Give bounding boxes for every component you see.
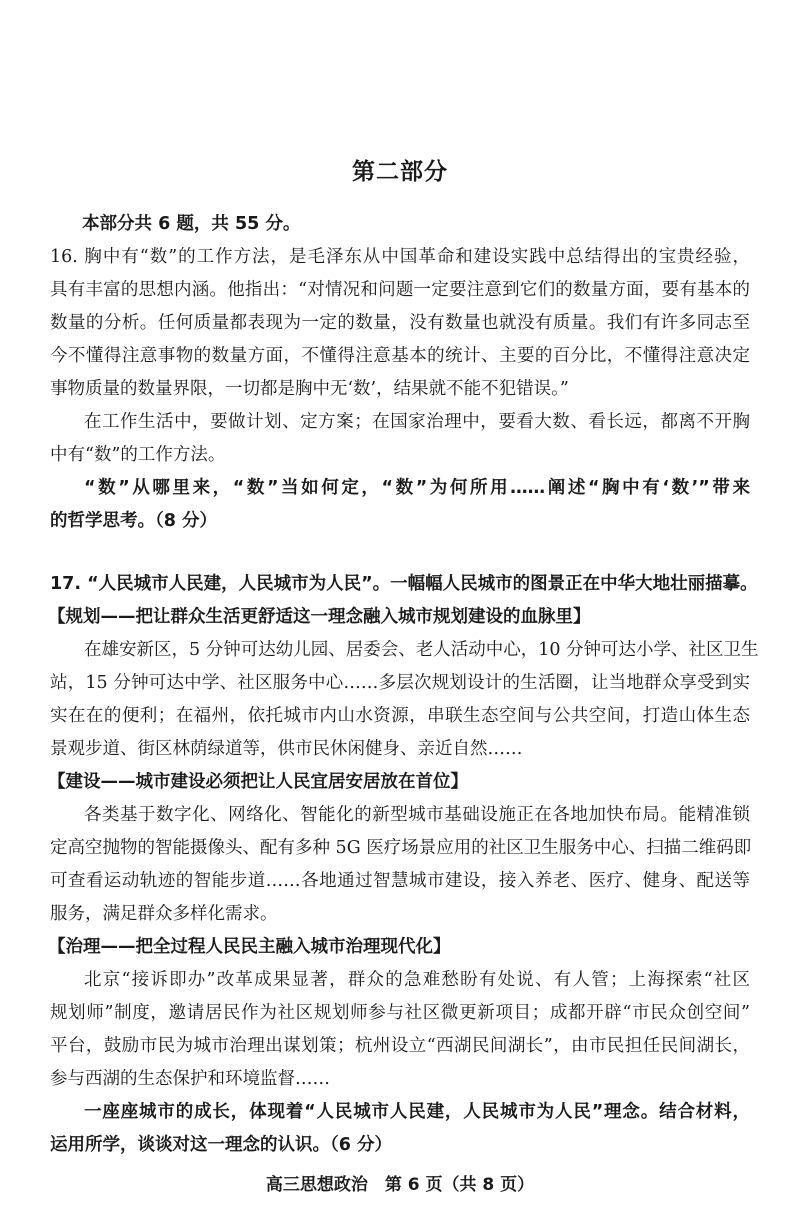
page-footer: 高三思想政治 第 6 页（共 8 页）: [265, 1175, 535, 1195]
q17-construction-line: 定高空抛物的智能摄像头、配有多种 5G 医疗场景应用的社区卫生服务中心、扫描二维码即: [50, 838, 752, 858]
q17-construction-heading: 【建设——城市建设必须把让人民宜居安居放在首位】: [48, 772, 468, 792]
q16-line: 事物质量的数量界限，一切都是胸中无‘数’，结果就不能不犯错误。”: [50, 379, 569, 399]
q17-task: 一座座城市的成长，体现着“人民城市人民建，人民城市为人民”理念。结合材料，: [84, 1102, 750, 1122]
q16-line: 具有丰富的思想内涵。他指出：“对情况和问题一定要注意到它们的数量方面，要有基本的: [50, 280, 750, 300]
q17-stem: 17. “人民城市人民建，人民城市为人民”。一幅幅人民城市的图景正在中华大地壮丽描摹。: [50, 574, 758, 594]
q16-task: 的哲学思考。（8 分）: [50, 511, 218, 531]
q17-construction-line: 可查看运动轨迹的智能步道……各地通过智慧城市建设，接入养老、医疗、健身、配送等: [50, 871, 750, 891]
q17-governance-line: 规划师”制度，邀请居民作为社区规划师参与社区微更新项目；成都开辟“市民众创空间”: [50, 1003, 750, 1023]
q16-paragraph: 在工作生活中，要做计划、定方案；在国家治理中，要看大数、看长远，都离不开胸: [84, 412, 750, 432]
q16-task: “数”从哪里来，“数”当如何定，“数”为何所用……阐述“胸中有‘数’”带来: [84, 478, 750, 498]
q16-line: 16. 胸中有“数”的工作方法，是毛泽东从中国革命和建设实践中总结得出的宝贵经验，: [50, 247, 750, 267]
q16-line: 数量的分析。任何质量都表现为一定的数量，没有数量也就没有质量。我们有许多同志至: [50, 313, 750, 333]
q16-line: 今不懂得注意事物的数量方面，不懂得注意基本的统计、主要的百分比，不懂得注意决定: [50, 346, 750, 366]
q17-governance-line: 平台，鼓励市民为城市治理出谋划策；杭州设立“西湖民间湖长”，由市民担任民间湖长，: [50, 1036, 750, 1056]
q16-paragraph: 中有“数”的工作方法。: [50, 445, 226, 465]
q17-governance-line: 参与西湖的生态保护和环境监督……: [50, 1069, 330, 1089]
part-intro: 本部分共 6 题，共 55 分。: [82, 214, 301, 234]
q17-governance-line: 北京“接诉即办”改革成果显著，群众的急难愁盼有处说、有人管；上海探索“社区: [84, 970, 750, 990]
q17-planning-line: 景观步道、街区林荫绿道等，供市民休闲健身、亲近自然……: [50, 739, 523, 759]
q17-planning-line: 站，15 分钟可达中学、社区服务中心……多层次规划设计的生活圈，让当地群众享受到实: [50, 673, 750, 693]
q17-planning-heading: 【规划——把让群众生活更舒适这一理念融入城市规划建设的血脉里】: [48, 607, 591, 627]
q17-planning-line: 实在在的便利；在福州，依托城市内山水资源，串联生态空间与公共空间，打造山体生态: [50, 706, 750, 726]
q17-planning-line: 在雄安新区，5 分钟可达幼儿园、居委会、老人活动中心，10 分钟可达小学、社区卫生: [84, 640, 759, 660]
q17-construction-line: 各类基于数字化、网络化、智能化的新型城市基础设施正在各地加快布局。能精准锁: [84, 805, 750, 825]
q17-governance-heading: 【治理——把全过程人民民主融入城市治理现代化】: [48, 937, 451, 957]
q17-task: 运用所学，谈谈对这一理念的认识。（6 分）: [50, 1135, 393, 1155]
section-title: 第二部分: [352, 159, 448, 185]
q17-construction-line: 服务，满足群众多样化需求。: [50, 904, 278, 924]
